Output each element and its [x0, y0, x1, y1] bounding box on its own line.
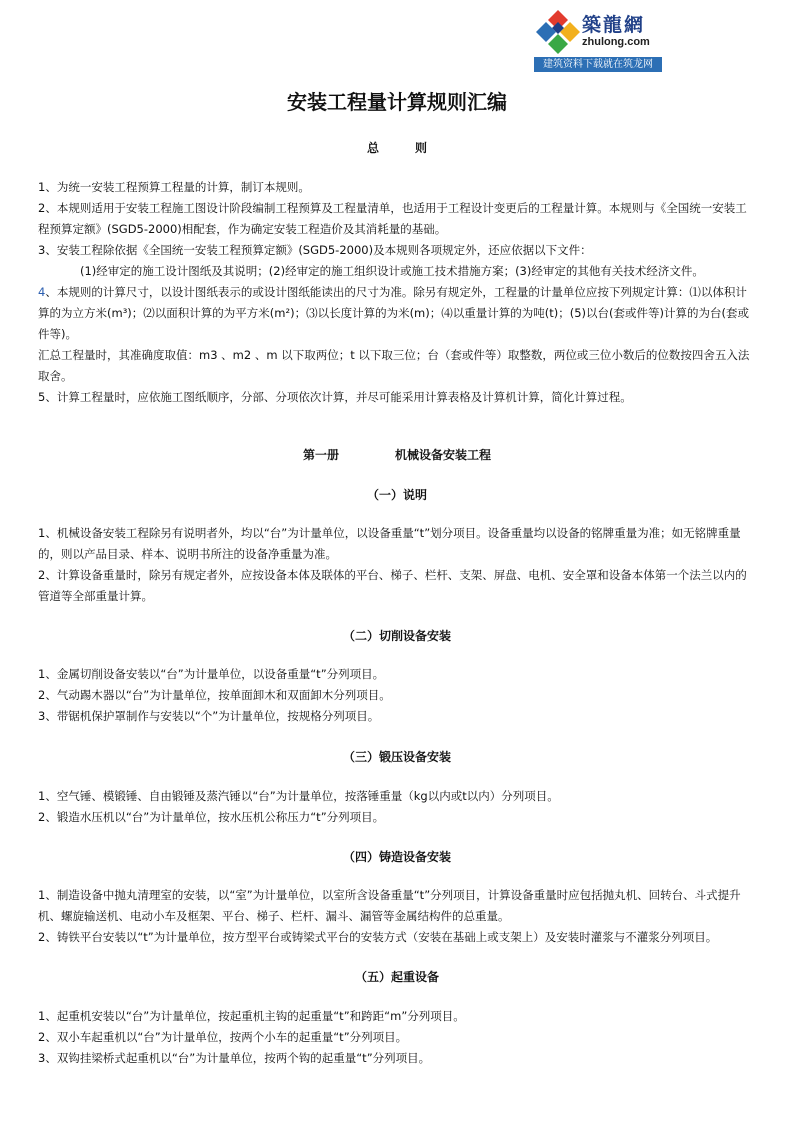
general-heading: 总 则 — [366, 141, 427, 155]
section-heading-4: （四）铸造设备安装 — [342, 850, 451, 864]
section-2-item-3: 3、带锯机保护罩制作与安装以“个”为计量单位，按规格分列项目。 — [38, 709, 380, 723]
general-item-1: 1、为统一安装工程预算工程量的计算，制订本规则。 — [38, 180, 310, 194]
section-heading-3: （三）锻压设备安装 — [342, 750, 451, 764]
section-heading-1: （一）说明 — [366, 488, 427, 502]
logo-top — [534, 6, 662, 56]
section-5-item-1: 1、起重机安装以“台”为计量单位，按起重机主钩的起重量“t”和跨距“m”分列项目。 — [38, 1009, 465, 1023]
section-4-item-1: 1、制造设备中抛丸清理室的安装，以“室”为计量单位，以室所含设备重量“t”分列项目，计算设备重量时应包括抛丸机、回转台、斗式提升机、螺旋输送机、电动小车及框架、平台、梯子、栏杆、漏斗、漏管等金属结构件的总重量。 — [38, 888, 741, 923]
section-5-item-3: 3、双钩挂梁桥式起重机以“台”为计量单位，按两个钩的起重量“t”分列项目。 — [38, 1051, 431, 1065]
site-logo — [534, 6, 662, 72]
general-item-4-number: 4 — [38, 285, 46, 299]
section-5-item-2: 2、双小车起重机以“台”为计量单位，按两个小车的起重量“t”分列项目。 — [38, 1030, 408, 1044]
document-title: 安装工程量计算规则汇编 — [287, 90, 507, 114]
section-2-item-2: 2、气动踢木器以“台”为计量单位，按单面卸木和双面卸木分列项目。 — [38, 688, 391, 702]
section-heading-5: （五）起重设备 — [354, 970, 439, 984]
logo-name: 築龍網 — [582, 14, 646, 36]
general-item-3: 3、安装工程除依据《全国统一安装工程预算定额》(SGD5-2000)及本规则各项规定外，还应依据以下文件： — [38, 243, 592, 257]
section-heading-2: （二）切削设备安装 — [342, 629, 451, 643]
section-1-item-2: 2、计算设备重量时，除另有规定者外，应按设备本体及联体的平台、梯子、栏杆、支架、屏盘、电机、安全罩和设备本体第一个法兰以内的管道等全部重量计算。 — [38, 568, 747, 603]
logo-mark-icon — [536, 8, 580, 54]
general-item-3-sub: (1)经审定的施工设计图纸及其说明；(2)经审定的施工组织设计或施工技术措施方案；(3)经审定的其他有关技术经济文件。 — [80, 264, 704, 278]
volume-number: 第一册 — [302, 448, 339, 462]
section-1-item-1: 1、机械设备安装工程除另有说明者外，均以“台”为计量单位，以设备重量“t”划分项目。设备重量均以设备的铭牌重量为准；如无铭牌重量的，则以产品目录、样本、说明书所注的设备净重量为准。 — [38, 526, 741, 561]
general-item-4-precision: 汇总工程量时，其准确度取值：m3 、m2 、m 以下取两位；t 以下取三位；台（套或件等）取整数，两位或三位小数后的位数按四舍五入法取舍。 — [38, 348, 750, 383]
section-3-item-2: 2、锻造水压机以“台”为计量单位，按水压机公称压力“t”分列项目。 — [38, 810, 385, 824]
volume-heading — [0, 446, 794, 463]
volume-name: 机械设备安装工程 — [395, 448, 492, 462]
logo-domain: zhulong.com — [582, 36, 650, 48]
general-item-2: 2、本规则适用于安装工程施工图设计阶段编制工程预算及工程量清单，也适用于工程设计变更后的工程量计算。本规则与《全国统一安装工程预算定额》(SGD5-2000)相配套，作为确定安装工程造价及其消耗量的基础。 — [38, 201, 747, 236]
logo-slogan: 建筑资料下载就在筑龙网 — [534, 57, 662, 72]
section-4-item-2: 2、铸铁平台安装以“t”为计量单位，按方型平台或铸梁式平台的安装方式（安装在基础上或支架上）及安装时灌浆与不灌浆分列项目。 — [38, 930, 718, 944]
section-2-item-1: 1、金属切削设备安装以“台”为计量单位，以设备重量“t”分列项目。 — [38, 667, 385, 681]
section-3-item-1: 1、空气锤、模锻锤、自由锻锤及蒸汽锤以“台”为计量单位，按落锤重量（kg以内或t以内）分列项目。 — [38, 789, 559, 803]
general-item-4: 4、本规则的计算尺寸，以设计图纸表示的或设计图纸能读出的尺寸为准。除另有规定外，工程量的计量单位应按下列规定计算：⑴以体积计算的为立方米(m³)；⑵以面积计算的为平方米(m²)；⑶以长度计算的为米(m)；⑷以重量计算的为吨(t)；(5)以台(套或件等)计算的为台(套或件等)。 — [38, 285, 749, 341]
general-item-5: 5、计算工程量时，应依施工图纸顺序，分部、分项依次计算，并尽可能采用计算表格及计算机计算，简化计算过程。 — [38, 390, 632, 404]
general-item-4-text: 本规则的计算尺寸，以设计图纸表示的或设计图纸能读出的尺寸为准。除另有规定外，工程量的计量单位应按下列规定计算：⑴以体积计算的为立方米(m³)；⑵以面积计算的为平方米(m²)；⑶以长度计算的为米(m)；⑷以重量计算的为吨(t)；(5)以台(套或件等)计算的为台(套或件等)。 — [38, 285, 749, 341]
